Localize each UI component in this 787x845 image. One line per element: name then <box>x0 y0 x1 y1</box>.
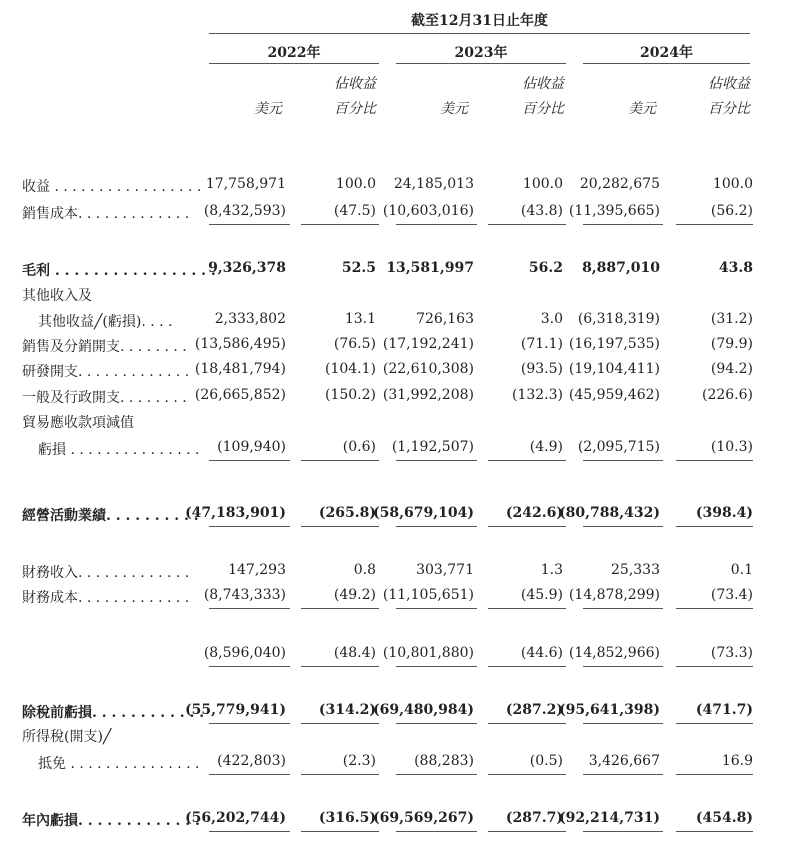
cell-underline <box>301 608 379 609</box>
cell-selling_exp-2: (17,192,241) <box>382 336 474 352</box>
cell-loss_for_year-1: (316.5) <box>318 810 376 826</box>
cell-rd_exp-0: (18,481,794) <box>194 361 286 377</box>
cell-underline <box>301 460 379 461</box>
cell-underline <box>209 526 290 527</box>
row-label: 財務成本. . . . . . . . . . . . . <box>22 590 190 606</box>
cell-operating_result-5: (398.4) <box>695 505 753 521</box>
cell-finance_cost-1: (49.2) <box>333 587 376 603</box>
year-2023: 2023年 <box>454 45 508 61</box>
cell-impairment-5: (10.3) <box>710 439 753 455</box>
row-label: 抵免 . . . . . . . . . . . . . . . <box>38 756 200 772</box>
cell-operating_result-4: (80,788,432) <box>559 505 660 521</box>
cell-underline <box>209 666 290 667</box>
cell-loss_before_tax-0: (55,779,941) <box>185 702 286 718</box>
cell-income_tax-0: (422,803) <box>217 753 286 769</box>
cell-income_tax-4: 3,426,667 <box>588 753 660 769</box>
cell-underline <box>676 666 753 667</box>
cell-underline <box>488 831 566 832</box>
pct-header-2022-l1: 佔收益 <box>334 76 376 92</box>
cell-underline <box>396 460 477 461</box>
cell-other_income-3: 3.0 <box>540 311 563 327</box>
cell-finance_cost-5: (73.4) <box>710 587 753 603</box>
cell-operating_result-2: (58,679,104) <box>373 505 474 521</box>
row-label: 經營活動業績. . . . . . . . . . <box>22 508 199 524</box>
cell-loss_for_year-0: (56,202,744) <box>185 810 286 826</box>
cell-impairment-0: (109,940) <box>217 439 286 455</box>
cell-loss_before_tax-1: (314.2) <box>318 702 376 718</box>
cell-loss_before_tax-5: (471.7) <box>695 702 753 718</box>
row-label: 收益 . . . . . . . . . . . . . . . . . <box>22 179 202 195</box>
cell-revenue-4: 20,282,675 <box>579 176 660 192</box>
cell-admin_exp-1: (150.2) <box>324 387 376 403</box>
cell-underline <box>676 831 753 832</box>
pct-header-2024-l2: 百分比 <box>708 101 750 117</box>
cell-admin_exp-4: (45,959,462) <box>568 387 660 403</box>
cell-loss_before_tax-4: (95,641,398) <box>559 702 660 718</box>
cell-loss_before_tax-2: (69,480,984) <box>373 702 474 718</box>
row-label: 研發開支. . . . . . . . . . . . . <box>22 364 190 380</box>
cell-gross_profit-4: 8,887,010 <box>582 260 660 276</box>
pct-header-2024-l1: 佔收益 <box>708 76 750 92</box>
year-2022: 2022年 <box>267 45 321 61</box>
cell-gross_profit-1: 52.5 <box>341 260 376 276</box>
row-label: 銷售成本. . . . . . . . . . . . . <box>22 206 190 222</box>
year-rule-2023 <box>396 63 566 64</box>
cell-operating_result-1: (265.8) <box>318 505 376 521</box>
cell-underline <box>301 666 379 667</box>
cell-selling_exp-5: (79.9) <box>710 336 753 352</box>
cell-admin_exp-2: (31,992,208) <box>382 387 474 403</box>
amount-header-2022: 美元 <box>254 101 282 117</box>
cell-underline <box>301 224 379 225</box>
cell-income_tax-1: (2.3) <box>342 753 376 769</box>
cell-underline <box>488 608 566 609</box>
row-label: 一般及行政開支. . . . . . . . <box>22 390 187 406</box>
cell-rd_exp-1: (104.1) <box>324 361 376 377</box>
cell-underline <box>676 608 753 609</box>
cell-rd_exp-5: (94.2) <box>710 361 753 377</box>
cell-underline <box>301 831 379 832</box>
cell-impairment-1: (0.6) <box>342 439 376 455</box>
row-label-line1: 其他收入及 <box>22 288 92 304</box>
cell-underline <box>396 774 477 775</box>
cell-underline <box>488 723 566 724</box>
cell-cost_of_sales-4: (11,395,665) <box>568 203 660 219</box>
cell-underline <box>583 608 663 609</box>
cell-underline <box>209 224 290 225</box>
cell-underline <box>583 460 663 461</box>
cell-underline <box>301 526 379 527</box>
cell-finance_net-0: (8,596,040) <box>203 645 286 661</box>
cell-underline <box>488 774 566 775</box>
cell-finance_net-2: (10,801,880) <box>382 645 474 661</box>
cell-rd_exp-2: (22,610,308) <box>382 361 474 377</box>
cell-underline <box>583 666 663 667</box>
cell-cost_of_sales-5: (56.2) <box>710 203 753 219</box>
cell-impairment-4: (2,095,715) <box>577 439 660 455</box>
cell-underline <box>209 608 290 609</box>
cell-revenue-3: 100.0 <box>522 176 563 192</box>
cell-other_income-0: 2,333,802 <box>214 311 286 327</box>
cell-gross_profit-0: 9,326,378 <box>208 260 286 276</box>
cell-other_income-2: 726,163 <box>416 311 474 327</box>
cell-underline <box>301 723 379 724</box>
cell-selling_exp-0: (13,586,495) <box>194 336 286 352</box>
cell-underline <box>488 224 566 225</box>
cell-underline <box>396 723 477 724</box>
cell-finance_cost-3: (45.9) <box>520 587 563 603</box>
cell-cost_of_sales-3: (43.8) <box>520 203 563 219</box>
cell-finance_net-1: (48.4) <box>333 645 376 661</box>
cell-finance_income-2: 303,771 <box>416 562 474 578</box>
cell-underline <box>583 224 663 225</box>
cell-loss_for_year-4: (92,214,731) <box>559 810 660 826</box>
cell-underline <box>209 774 290 775</box>
period-title: 截至12月31日止年度 <box>411 13 548 29</box>
pct-header-2023-l1: 佔收益 <box>522 76 564 92</box>
cell-underline <box>301 774 379 775</box>
header-rule-top <box>209 33 750 34</box>
cell-gross_profit-2: 13,581,997 <box>386 260 474 276</box>
cell-other_income-4: (6,318,319) <box>577 311 660 327</box>
row-label: 除稅前虧損. . . . . . . . . . . . <box>22 705 205 721</box>
year-rule-2022 <box>209 63 379 64</box>
cell-cost_of_sales-2: (10,603,016) <box>382 203 474 219</box>
cell-admin_exp-0: (26,665,852) <box>194 387 286 403</box>
cell-income_tax-2: (88,283) <box>414 753 474 769</box>
cell-loss_for_year-3: (287.7) <box>505 810 563 826</box>
pct-header-2022-l2: 百分比 <box>334 101 376 117</box>
cell-finance_cost-0: (8,743,333) <box>203 587 286 603</box>
cell-finance_net-3: (44.6) <box>520 645 563 661</box>
cell-loss_before_tax-3: (287.2) <box>505 702 563 718</box>
cell-underline <box>583 723 663 724</box>
cell-underline <box>396 224 477 225</box>
cell-impairment-3: (4.9) <box>529 439 563 455</box>
cell-gross_profit-5: 43.8 <box>718 260 753 276</box>
cell-finance_income-4: 25,333 <box>611 562 660 578</box>
cell-underline <box>583 526 663 527</box>
row-label-line1: 貿易應收款項減值 <box>22 415 134 431</box>
cell-operating_result-0: (47,183,901) <box>185 505 286 521</box>
row-label: 財務收入. . . . . . . . . . . . . <box>22 565 190 581</box>
cell-finance_income-5: 0.1 <box>730 562 753 578</box>
cell-finance_cost-2: (11,105,651) <box>382 587 474 603</box>
row-label: 毛利 . . . . . . . . . . . . . . . . . <box>22 263 216 279</box>
cell-underline <box>396 666 477 667</box>
year-2024: 2024年 <box>640 45 693 61</box>
row-label: 其他收益╱(虧損). . . . <box>38 314 173 330</box>
cell-selling_exp-3: (71.1) <box>520 336 563 352</box>
row-label-line1: 所得稅(開支)╱ <box>22 729 112 745</box>
cell-finance_net-5: (73.3) <box>710 645 753 661</box>
cell-impairment-2: (1,192,507) <box>391 439 474 455</box>
cell-underline <box>488 526 566 527</box>
cell-other_income-5: (31.2) <box>710 311 753 327</box>
cell-cost_of_sales-0: (8,432,593) <box>203 203 286 219</box>
cell-underline <box>209 831 290 832</box>
cell-finance_income-1: 0.8 <box>353 562 376 578</box>
cell-revenue-2: 24,185,013 <box>393 176 474 192</box>
cell-admin_exp-3: (132.3) <box>511 387 563 403</box>
cell-underline <box>676 774 753 775</box>
cell-underline <box>676 460 753 461</box>
cell-income_tax-3: (0.5) <box>529 753 563 769</box>
row-label: 虧損 . . . . . . . . . . . . . . . <box>38 442 200 458</box>
cell-rd_exp-3: (93.5) <box>520 361 563 377</box>
cell-underline <box>676 224 753 225</box>
cell-finance_income-3: 1.3 <box>540 562 563 578</box>
cell-revenue-0: 17,758,971 <box>205 176 286 192</box>
cell-selling_exp-4: (16,197,535) <box>568 336 660 352</box>
cell-underline <box>676 526 753 527</box>
cell-underline <box>676 723 753 724</box>
cell-other_income-1: 13.1 <box>344 311 376 327</box>
year-rule-2024 <box>583 63 750 64</box>
cell-underline <box>209 723 290 724</box>
cell-revenue-5: 100.0 <box>712 176 753 192</box>
cell-selling_exp-1: (76.5) <box>333 336 376 352</box>
cell-finance_cost-4: (14,878,299) <box>568 587 660 603</box>
cell-gross_profit-3: 56.2 <box>528 260 563 276</box>
cell-underline <box>488 460 566 461</box>
amount-header-2023: 美元 <box>440 101 468 117</box>
cell-rd_exp-4: (19,104,411) <box>568 361 660 377</box>
cell-operating_result-3: (242.6) <box>505 505 563 521</box>
cell-revenue-1: 100.0 <box>335 176 376 192</box>
cell-underline <box>396 608 477 609</box>
cell-underline <box>396 831 477 832</box>
pct-header-2023-l2: 百分比 <box>522 101 564 117</box>
cell-admin_exp-5: (226.6) <box>701 387 753 403</box>
cell-cost_of_sales-1: (47.5) <box>333 203 376 219</box>
cell-underline <box>583 774 663 775</box>
cell-finance_net-4: (14,852,966) <box>568 645 660 661</box>
cell-finance_income-0: 147,293 <box>228 562 286 578</box>
amount-header-2024: 美元 <box>628 101 656 117</box>
cell-underline <box>396 526 477 527</box>
cell-underline <box>209 460 290 461</box>
row-label: 銷售及分銷開支. . . . . . . . <box>22 339 187 355</box>
cell-loss_for_year-5: (454.8) <box>695 810 753 826</box>
cell-loss_for_year-2: (69,569,267) <box>373 810 474 826</box>
cell-underline <box>488 666 566 667</box>
row-label: 年內虧損. . . . . . . . . . . . . <box>22 813 200 829</box>
cell-income_tax-5: 16.9 <box>721 753 753 769</box>
cell-underline <box>583 831 663 832</box>
